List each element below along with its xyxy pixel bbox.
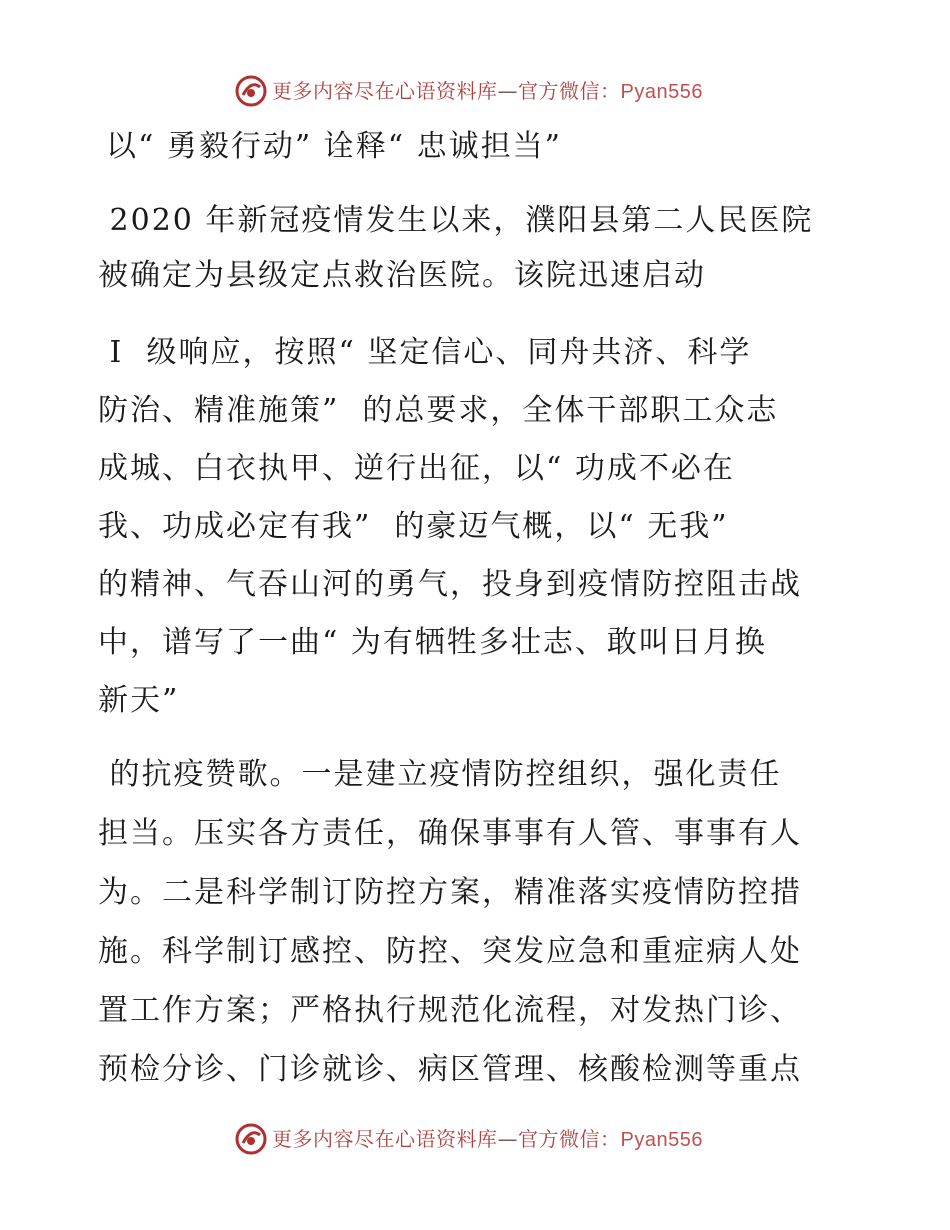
banner-suffix: 官方微信： — [518, 1127, 621, 1151]
banner-text — [272, 1127, 703, 1152]
banner-text — [272, 79, 703, 104]
banner-wechat-id: Pyan556 — [620, 81, 703, 103]
body-line: 施。科学制订感控、防控、突发应急和重症病人处 — [98, 934, 802, 969]
body-line: 2020 年新冠疫情发生以来，濮阳县第二人民医院 — [98, 203, 814, 238]
body-line: 被确定为县级定点救治医院。该院迅速启动 — [98, 258, 706, 293]
banner-suffix: 官方微信： — [518, 79, 621, 103]
header-banner — [0, 72, 950, 112]
banner-main-text: 更多内容尽在心语资料库 — [272, 1127, 498, 1151]
body-line: 防治、精准施策” 的总要求，全体干部职工众志 — [98, 393, 779, 428]
body-line: 我、功成必定有我” 的豪迈气概，以“ 无我” — [98, 509, 729, 544]
body-line: 成城、白衣执甲、逆行出征，以“ 功成不必在 — [98, 451, 735, 486]
body-line: 担当。压实各方责任，确保事事有人管、事事有人 — [98, 816, 802, 851]
body-line: 置工作方案；严格执行规范化流程，对发热门诊、 — [98, 993, 802, 1028]
banner-main-text: 更多内容尽在心语资料库 — [272, 79, 498, 103]
red-logo-icon — [234, 1122, 268, 1156]
footer-banner — [0, 1120, 950, 1160]
banner-separator: — — [497, 1127, 518, 1151]
body-line: 中，谱写了一曲“ 为有牺牲多壮志、敢叫日月换 — [98, 625, 767, 660]
banner-wechat-id: Pyan556 — [620, 1129, 703, 1151]
body-line: Ⅰ 级响应，按照“ 坚定信心、同舟共济、科学 — [98, 335, 752, 370]
body-line: 的精神、气吞山河的勇气，投身到疫情防控阻击战 — [98, 567, 802, 602]
banner-separator: — — [497, 79, 518, 103]
red-logo-icon — [234, 74, 268, 108]
body-line: 新天” — [98, 683, 180, 718]
body-line: 为。二是科学制订防控方案，精准落实疫情防控措 — [98, 875, 802, 910]
document-title: 以“ 勇毅行动” 诠释“ 忠诚担当” — [106, 129, 562, 164]
body-line: 预检分诊、门诊就诊、病区管理、核酸检测等重点 — [98, 1052, 802, 1087]
body-line: 的抗疫赞歌。一是建立疫情防控组织，强化责任 — [98, 757, 782, 792]
